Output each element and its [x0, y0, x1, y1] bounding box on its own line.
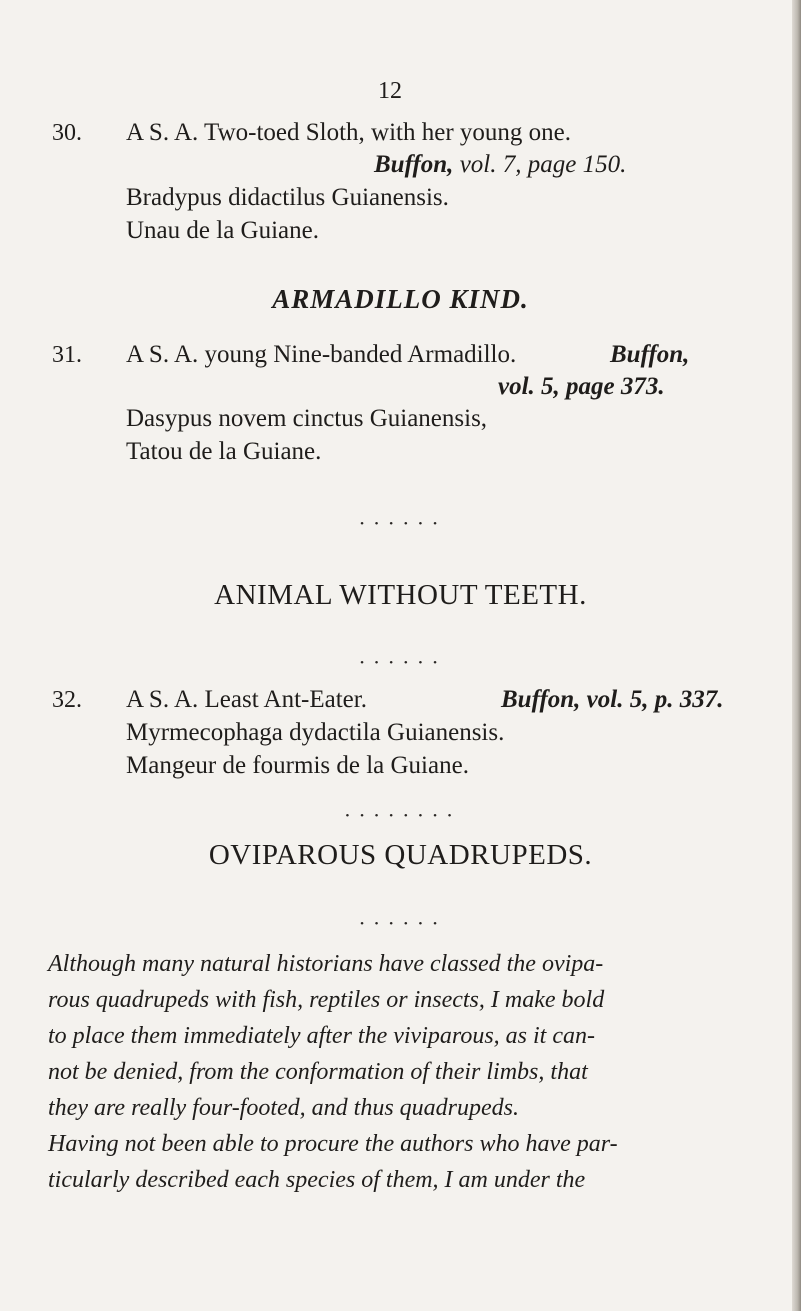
animal-without-teeth-heading: ANIMAL WITHOUT TEETH.	[214, 579, 587, 611]
entry-31-latin: Dasypus novem cinctus Guianensis,	[126, 405, 488, 432]
paragraph-line-7: ticularly described each species of them, I am under the	[48, 1167, 586, 1193]
entry-number-30: 30.	[52, 120, 82, 146]
paragraph-line-6: Having not been able to procure the authors who have par-	[48, 1131, 618, 1157]
entry-30-french: Unau de la Guiane.	[126, 217, 319, 244]
paragraph-line-1: Although many natural historians have classed the ovipa-	[48, 951, 604, 977]
ornament-rule-2: • • • • • •	[360, 657, 441, 669]
ornament-rule-4: • • • • • •	[360, 918, 441, 930]
armadillo-heading: ARMADILLO KIND.	[272, 284, 529, 314]
entry-30-reference	[374, 150, 626, 180]
ornament-rule-1: • • • • • •	[360, 518, 441, 530]
entry-32-french: Mangeur de fourmis de la Guiane.	[126, 752, 469, 779]
paragraph-line-3: to place them immediately after the viviparous, as it can-	[48, 1023, 595, 1049]
entry-30-ref-author: Buffon,	[374, 151, 454, 178]
oviparous-quadrupeds-heading: OVIPAROUS QUADRUPEDS.	[208, 839, 593, 871]
page-number: 12	[378, 78, 402, 104]
ornament-rule-3: • • • • • • • •	[345, 810, 456, 822]
page-edge	[792, 0, 801, 1311]
entry-number-31: 31.	[52, 342, 82, 368]
entry-31-ref-author: Buffon,	[610, 341, 690, 368]
entry-30-ref-rest: vol. 7, page 150.	[453, 151, 627, 178]
entry-32-latin: Myrmecophaga dydactila Guianensis.	[126, 719, 505, 746]
entry-30-title: A S. A. Two-toed Sloth, with her young one.	[126, 119, 572, 146]
entry-30-latin: Bradypus didactilus Guianensis.	[126, 184, 449, 211]
paragraph-line-2: rous quadrupeds with fish, reptiles or insects, I make bold	[48, 987, 605, 1013]
entry-31-french: Tatou de la Guiane.	[126, 438, 322, 465]
entry-31-title: A S. A. young Nine-banded Armadillo.	[126, 341, 517, 368]
entry-number-32: 32.	[52, 687, 82, 713]
entry-32-title: A S. A. Least Ant-Eater.	[126, 686, 367, 713]
paragraph-line-5: they are really four-footed, and thus quadrupeds.	[48, 1095, 520, 1121]
entry-31-ref-rest: vol. 5, page 373.	[498, 373, 665, 400]
entry-32-reference: Buffon, vol. 5, p. 337.	[501, 686, 724, 713]
paragraph-line-4: not be denied, from the conformation of their limbs, that	[48, 1059, 588, 1085]
